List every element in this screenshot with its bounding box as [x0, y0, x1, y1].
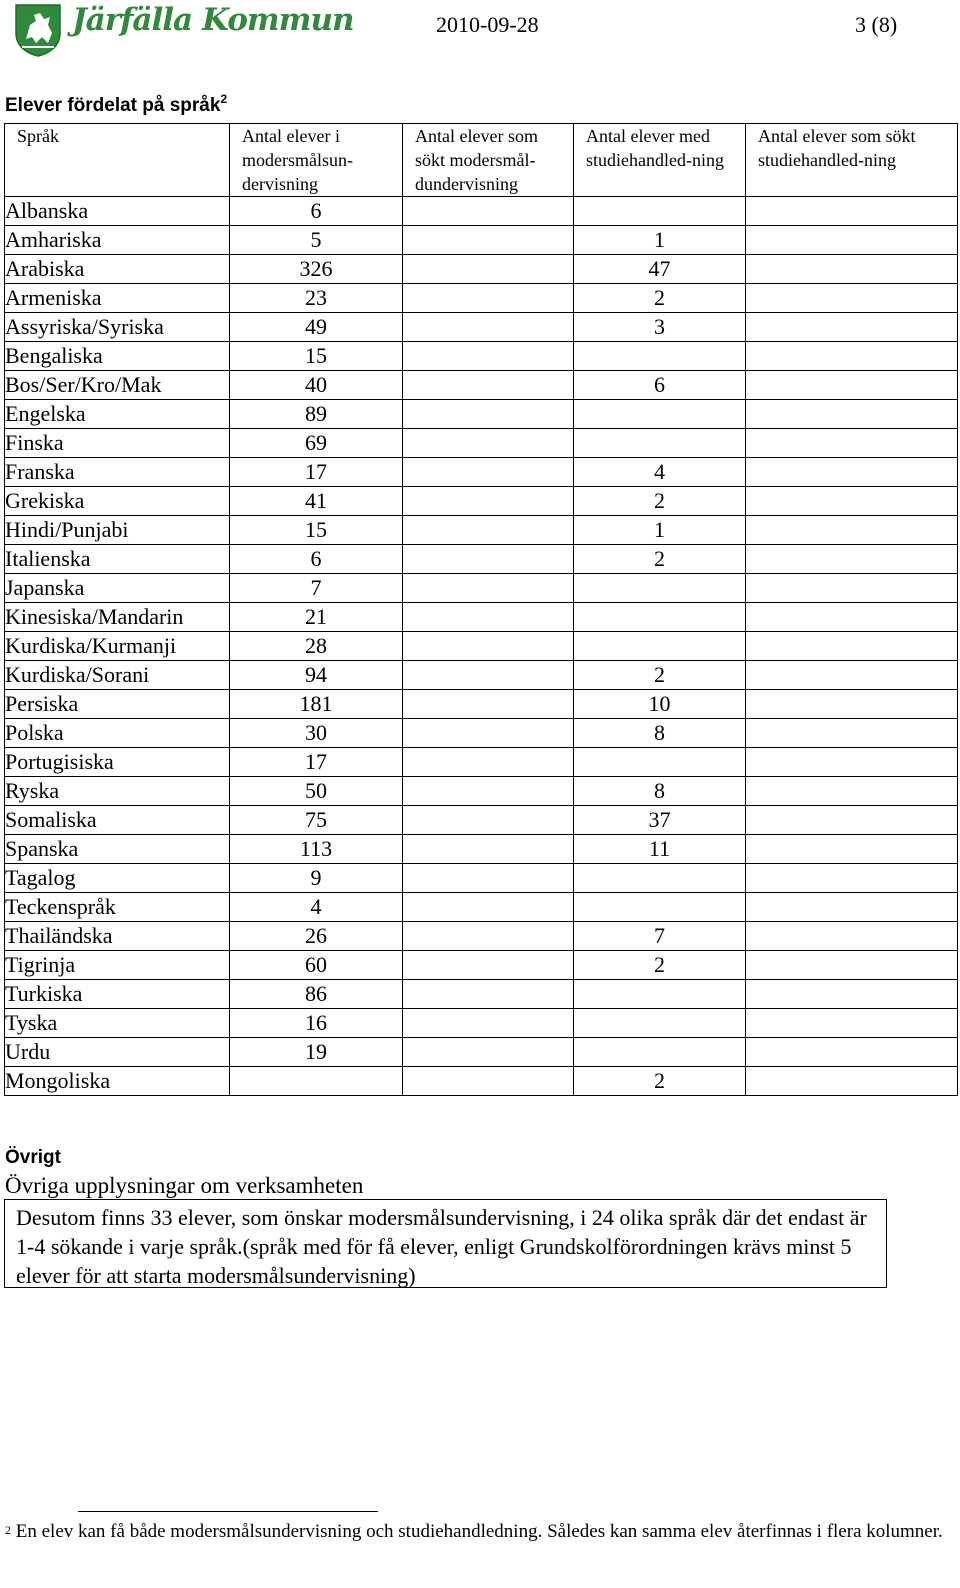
count-value: 9: [310, 865, 322, 890]
count-value: 40: [305, 372, 327, 397]
language-cell: Tigrinja: [5, 951, 230, 980]
count-cell: [574, 197, 746, 226]
language-cell: Kurdiska/Kurmanji: [5, 632, 230, 661]
count-cell: [746, 1067, 958, 1096]
language-cell: Kurdiska/Sorani: [5, 661, 230, 690]
language-cell: Franska: [5, 458, 230, 487]
count-cell: [574, 429, 746, 458]
table-row: [5, 545, 958, 574]
column-header: Språk: [5, 124, 230, 197]
count-cell: [574, 284, 746, 313]
table-row: [5, 429, 958, 458]
count-cell: [746, 226, 958, 255]
table-row: [5, 603, 958, 632]
table-row: [5, 371, 958, 400]
count-cell: [574, 1038, 746, 1067]
count-value: 17: [305, 749, 327, 774]
count-cell: [574, 371, 746, 400]
count-value: 30: [305, 720, 327, 745]
count-value: 26: [305, 923, 327, 948]
language-cell: Grekiska: [5, 487, 230, 516]
count-cell: [746, 690, 958, 719]
column-header: Antal elever som sökt modersmål-dundervisning: [403, 124, 574, 197]
count-cell: [746, 719, 958, 748]
count-cell: [574, 690, 746, 719]
count-cell: [746, 1038, 958, 1067]
count-value: 11: [648, 836, 671, 861]
table-row: [5, 777, 958, 806]
table-row: [5, 226, 958, 255]
count-value: 2: [654, 488, 665, 513]
count-cell: [746, 603, 958, 632]
count-cell: [230, 864, 403, 893]
table-row: [5, 719, 958, 748]
count-cell: [746, 980, 958, 1009]
count-value: 2: [654, 952, 665, 977]
count-cell: [230, 487, 403, 516]
count-value: 75: [305, 807, 327, 832]
count-cell: [746, 371, 958, 400]
count-value: 69: [305, 430, 327, 455]
language-cell: Kinesiska/Mandarin: [5, 603, 230, 632]
language-cell: Persiska: [5, 690, 230, 719]
count-cell: [746, 429, 958, 458]
count-cell: [230, 632, 403, 661]
count-cell: [230, 371, 403, 400]
count-cell: [230, 1009, 403, 1038]
count-cell: [230, 690, 403, 719]
count-cell: [746, 516, 958, 545]
table-row: [5, 661, 958, 690]
count-value: 50: [305, 778, 327, 803]
count-cell: [746, 574, 958, 603]
count-cell: [403, 516, 574, 545]
count-value: 37: [648, 807, 671, 832]
table-row: [5, 574, 958, 603]
count-cell: [574, 574, 746, 603]
count-cell: [230, 197, 403, 226]
count-cell: [403, 951, 574, 980]
count-value: 94: [305, 662, 327, 687]
count-value: 1: [654, 517, 665, 542]
column-header: Antal elever med studiehandled-ning: [574, 124, 746, 197]
language-cell: Finska: [5, 429, 230, 458]
language-cell: Mongoliska: [5, 1067, 230, 1096]
count-cell: [403, 1009, 574, 1038]
count-cell: [746, 835, 958, 864]
count-value: 3: [654, 314, 665, 339]
count-value: 181: [299, 691, 333, 716]
table-row: [5, 632, 958, 661]
count-cell: [403, 632, 574, 661]
count-cell: [574, 1067, 746, 1096]
count-cell: [746, 1009, 958, 1038]
count-cell: [230, 313, 403, 342]
count-cell: [230, 1067, 403, 1096]
table-row: [5, 1067, 958, 1096]
count-cell: [403, 574, 574, 603]
count-cell: [746, 748, 958, 777]
count-value: 86: [305, 981, 327, 1006]
language-cell: Thailändska: [5, 922, 230, 951]
count-cell: [403, 835, 574, 864]
count-cell: [746, 487, 958, 516]
count-cell: [230, 1038, 403, 1067]
table-row: [5, 197, 958, 226]
language-cell: Amhariska: [5, 226, 230, 255]
count-cell: [574, 980, 746, 1009]
count-cell: [230, 922, 403, 951]
count-cell: [230, 835, 403, 864]
language-cell: Polska: [5, 719, 230, 748]
count-cell: [230, 574, 403, 603]
table-row: [5, 864, 958, 893]
count-cell: [403, 922, 574, 951]
language-cell: Spanska: [5, 835, 230, 864]
count-cell: [746, 284, 958, 313]
count-cell: [574, 922, 746, 951]
table-header-row: [5, 124, 958, 197]
language-cell: Hindi/Punjabi: [5, 516, 230, 545]
language-cell: Assyriska/Syriska: [5, 313, 230, 342]
count-cell: [746, 661, 958, 690]
count-cell: [403, 806, 574, 835]
count-cell: [230, 429, 403, 458]
count-cell: [746, 922, 958, 951]
section-title-text: Elever fördelat på språk: [5, 95, 221, 116]
table-row: [5, 806, 958, 835]
ovrigt-text-box: [4, 1199, 887, 1288]
count-cell: [574, 1009, 746, 1038]
table-row: [5, 893, 958, 922]
language-cell: Japanska: [5, 574, 230, 603]
count-cell: [574, 516, 746, 545]
count-cell: [746, 313, 958, 342]
language-cell: Tyska: [5, 1009, 230, 1038]
count-cell: [403, 342, 574, 371]
table-row: [5, 516, 958, 545]
count-cell: [403, 284, 574, 313]
count-value: 17: [305, 459, 327, 484]
count-cell: [230, 342, 403, 371]
count-cell: [746, 893, 958, 922]
count-cell: [746, 197, 958, 226]
count-cell: [403, 255, 574, 284]
table-row: [5, 980, 958, 1009]
section-title-languages: [5, 92, 228, 117]
count-cell: [230, 777, 403, 806]
footnote-number: 2: [5, 1523, 11, 1537]
count-cell: [574, 632, 746, 661]
count-cell: [230, 748, 403, 777]
language-cell: Armeniska: [5, 284, 230, 313]
count-cell: [403, 226, 574, 255]
count-value: 21: [305, 604, 327, 629]
language-cell: Bengaliska: [5, 342, 230, 371]
count-cell: [746, 400, 958, 429]
count-cell: [574, 951, 746, 980]
count-cell: [403, 400, 574, 429]
count-cell: [403, 371, 574, 400]
count-value: 2: [654, 546, 665, 571]
count-cell: [746, 806, 958, 835]
table-row: [5, 951, 958, 980]
footnote-divider: [78, 1511, 378, 1512]
count-cell: [230, 400, 403, 429]
count-cell: [403, 864, 574, 893]
count-cell: [403, 487, 574, 516]
language-cell: Turkiska: [5, 980, 230, 1009]
count-value: 1: [654, 227, 665, 252]
count-cell: [403, 748, 574, 777]
count-cell: [574, 313, 746, 342]
count-cell: [230, 284, 403, 313]
page-header: [0, 0, 960, 60]
count-cell: [230, 661, 403, 690]
count-cell: [574, 661, 746, 690]
count-cell: [574, 255, 746, 284]
count-cell: [403, 893, 574, 922]
count-cell: [403, 777, 574, 806]
count-cell: [403, 1067, 574, 1096]
ovrigt-text: Desutom finns 33 elever, som önskar modersmålsundervisning, i 24 olika språk där det endast är 1-4 sökande i varje språk.(språk med för få elever, enligt Grundskolförordningen krävs minst 5 elever för att starta modersmålsundervisning): [16, 1205, 867, 1288]
table-row: [5, 458, 958, 487]
footnote-reference: 2: [220, 92, 228, 106]
count-cell: [403, 545, 574, 574]
count-value: 47: [648, 256, 671, 281]
language-cell: Italienska: [5, 545, 230, 574]
count-cell: [230, 719, 403, 748]
language-cell: Engelska: [5, 400, 230, 429]
count-value: 326: [299, 256, 333, 281]
language-cell: Teckenspråk: [5, 893, 230, 922]
column-header: Antal elever i modersmålsun-dervisning: [230, 124, 403, 197]
count-value: 23: [305, 285, 327, 310]
count-cell: [403, 980, 574, 1009]
language-cell: Portugisiska: [5, 748, 230, 777]
count-value: 2: [654, 285, 665, 310]
footnote: [5, 1520, 945, 1544]
municipality-logo-text: Järfälla Kommun: [72, 2, 354, 38]
count-value: 10: [648, 691, 671, 716]
count-cell: [403, 719, 574, 748]
language-cell: Bos/Ser/Kro/Mak: [5, 371, 230, 400]
count-cell: [403, 197, 574, 226]
count-cell: [574, 545, 746, 574]
count-cell: [574, 487, 746, 516]
count-value: 15: [305, 343, 327, 368]
ovrigt-subtitle: Övriga upplysningar om verksamheten: [5, 1173, 364, 1198]
count-cell: [574, 226, 746, 255]
count-cell: [230, 806, 403, 835]
table-row: [5, 922, 958, 951]
count-cell: [574, 777, 746, 806]
count-cell: [746, 342, 958, 371]
count-cell: [230, 951, 403, 980]
count-cell: [746, 255, 958, 284]
count-value: 5: [310, 227, 322, 252]
count-cell: [574, 603, 746, 632]
count-value: 2: [654, 662, 665, 687]
count-value: 6: [310, 198, 322, 223]
table-row: [5, 400, 958, 429]
count-value: 4: [310, 894, 322, 919]
count-cell: [574, 458, 746, 487]
count-value: 49: [305, 314, 327, 339]
count-cell: [230, 603, 403, 632]
count-cell: [574, 893, 746, 922]
footnote-text: En elev kan få både modersmålsundervisning och studiehandledning. Således kan samma elev återfinnas i flera kolumner.: [15, 1521, 943, 1542]
table-row: [5, 690, 958, 719]
count-cell: [230, 458, 403, 487]
count-cell: [746, 545, 958, 574]
count-cell: [746, 951, 958, 980]
count-cell: [746, 458, 958, 487]
count-cell: [746, 777, 958, 806]
table-row: [5, 284, 958, 313]
table-row: [5, 255, 958, 284]
page-number: 3 (8): [855, 12, 898, 37]
count-value: 28: [305, 633, 327, 658]
count-cell: [403, 1038, 574, 1067]
count-cell: [230, 893, 403, 922]
count-cell: [574, 400, 746, 429]
count-cell: [403, 429, 574, 458]
document-date: 2010-09-28: [436, 12, 539, 37]
table-row: [5, 1038, 958, 1067]
count-value: 16: [305, 1010, 327, 1035]
count-cell: [574, 719, 746, 748]
count-cell: [574, 835, 746, 864]
count-value: 113: [299, 836, 333, 861]
count-value: 6: [654, 372, 665, 397]
language-cell: Ryska: [5, 777, 230, 806]
table-row: [5, 313, 958, 342]
count-cell: [403, 603, 574, 632]
language-cell: Urdu: [5, 1038, 230, 1067]
count-cell: [403, 458, 574, 487]
table-row: [5, 487, 958, 516]
table-row: [5, 748, 958, 777]
count-value: 2: [654, 1068, 665, 1093]
count-cell: [230, 516, 403, 545]
language-cell: Albanska: [5, 197, 230, 226]
table-row: [5, 342, 958, 371]
table-row: [5, 835, 958, 864]
count-value: 19: [305, 1039, 327, 1064]
count-value: 15: [305, 517, 327, 542]
count-value: 7: [310, 575, 322, 600]
count-value: 7: [654, 923, 665, 948]
count-cell: [230, 545, 403, 574]
count-cell: [746, 864, 958, 893]
count-value: 8: [654, 720, 665, 745]
count-cell: [403, 661, 574, 690]
count-cell: [230, 980, 403, 1009]
table-row: [5, 1009, 958, 1038]
count-cell: [746, 632, 958, 661]
count-cell: [403, 690, 574, 719]
count-value: 8: [654, 778, 665, 803]
count-cell: [574, 864, 746, 893]
count-cell: [230, 226, 403, 255]
count-value: 6: [310, 546, 322, 571]
count-value: 41: [305, 488, 327, 513]
language-cell: Tagalog: [5, 864, 230, 893]
language-cell: Somaliska: [5, 806, 230, 835]
coat-of-arms-logo: [14, 3, 62, 57]
section-title-ovrigt: Övrigt: [5, 1147, 61, 1168]
count-cell: [230, 255, 403, 284]
count-value: 89: [305, 401, 327, 426]
column-header: Antal elever som sökt studiehandled-ning: [746, 124, 958, 197]
count-cell: [574, 748, 746, 777]
language-table: [4, 123, 958, 1096]
count-cell: [403, 313, 574, 342]
count-value: 4: [654, 459, 665, 484]
count-value: 60: [305, 952, 327, 977]
count-cell: [574, 342, 746, 371]
language-cell: Arabiska: [5, 255, 230, 284]
count-cell: [574, 806, 746, 835]
